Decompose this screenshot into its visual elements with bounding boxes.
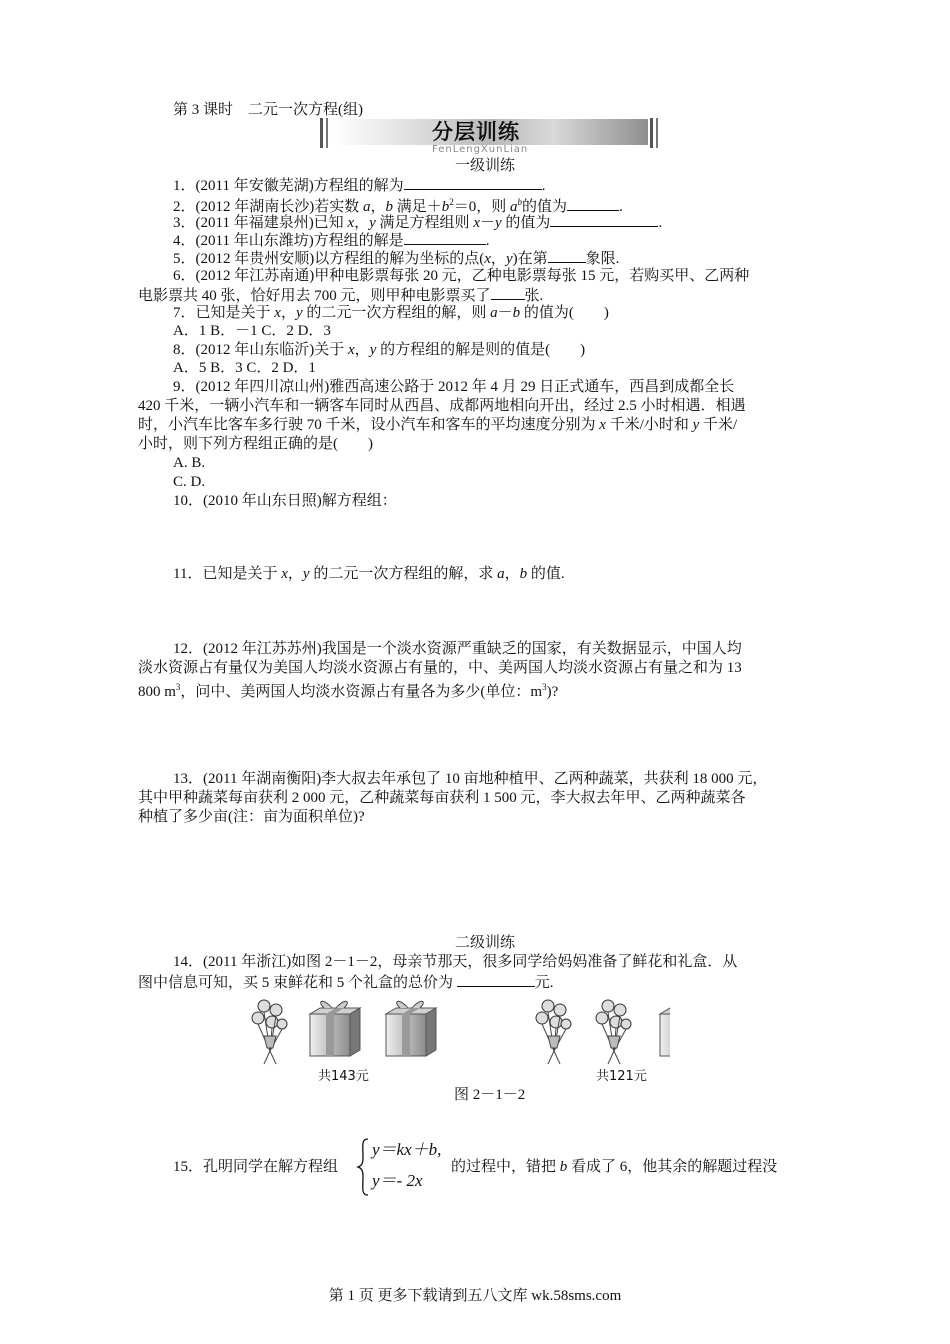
question-14-line-1: 14．(2011 年浙江)如图 2－1－2，母亲节那天，很多同学给妈妈准备了鲜花和礼盒．从 xyxy=(173,954,738,970)
gift-box-icon xyxy=(660,1001,670,1056)
question-7: 7．已知是关于 x，y 的二元一次方程组的解，则 a－b 的值为( ) xyxy=(173,305,609,321)
question-13-line-3: 种植了多少亩(注：亩为面积单位)? xyxy=(138,809,365,825)
question-13-line-1: 13．(2011 年湖南衡阳)李大叔去年承包了 10 亩地种植甲、乙两种蔬菜，共获利 18 000 元， xyxy=(173,771,768,787)
question-9-line-4: 小时，则下列方程组正确的是( ) xyxy=(138,436,373,452)
question-9-options-ab: A. B. xyxy=(173,455,206,471)
question-13-line-2: 其中甲种蔬菜每亩获利 2 000 元，乙种蔬菜每亩获利 1 500 元，李大叔去年甲、乙两种蔬菜各 xyxy=(138,790,746,806)
question-14-line-2: 图中信息可知，买 5 束鲜花和 5 个礼盒的总价为 元. xyxy=(138,972,554,992)
question-15-end: 的过程中，错把 b 看成了 6，他其余的解题过程没 xyxy=(451,1159,778,1175)
figure-left-caption: 共143元 xyxy=(318,1069,369,1084)
question-9-line-3: 时，小汽车比客车多行驶 70 千米，设小汽车和客车的平均速度分别为 x 千米/小时和 y 千米/ xyxy=(138,417,738,433)
lesson-title: 第 3 课时 二元一次方程(组) xyxy=(173,102,363,118)
question-10: 10．(2010 年山东日照)解方程组： xyxy=(173,493,397,509)
flower-bouquet-icon xyxy=(536,1000,571,1064)
figure-flowers-and-gifts xyxy=(240,992,670,1068)
gift-box-icon xyxy=(310,1001,360,1056)
question-12-line-2: 淡水资源占有量仅为美国人均淡水资源占有量的，中、美两国人均淡水资源占有量之和为 13 xyxy=(138,660,742,676)
equation-line-1: y＝kx＋b, xyxy=(372,1140,442,1159)
question-8-options: A．5 B．3 C．2 D．1 xyxy=(173,360,316,376)
flower-bouquet-icon xyxy=(252,1000,287,1064)
equation-line-2: y＝- 2x xyxy=(372,1171,423,1190)
banner-subtitle: FenLengXunLian xyxy=(432,144,529,155)
question-2: 2．(2012 年湖南长沙)若实数 a，b 满足$+b^2=0$，则 $a^b$的值为 . xyxy=(173,197,623,215)
question-9-line-2: 420 千米，一辆小汽车和一辆客车同时从西昌、成都两地相向开出，经过 2.5 小时相遇．相遇 xyxy=(138,398,746,414)
figure-right-caption: 共121元 xyxy=(596,1069,647,1084)
question-3: 3．(2011 年福建泉州)已知 x，y 满足方程组则 x－y 的值为 . xyxy=(173,212,662,232)
flower-bouquet-icon xyxy=(596,1000,631,1064)
question-12-line-1: 12．(2012 年江苏苏州)我国是一个淡水资源严重缺乏的国家，有关数据显示，中国人均 xyxy=(173,641,742,657)
section-heading-2: 二级训练 xyxy=(455,935,516,951)
question-12-line-3: 800 $m^3$，问中、美两国人均淡水资源占有量各为多少(单位：$m^3$)? xyxy=(138,682,559,700)
question-8: 8．(2012 年山东临沂)关于 x，y 的方程组的解是则的值是( ) xyxy=(173,342,586,358)
question-6-line-1: 6．(2012 年江苏南通)甲种电影票每张 20 元，乙种电影票每张 15 元，若购买甲、乙两种 xyxy=(173,268,750,284)
question-7-options: A．1 B．－1 C．2 D．3 xyxy=(173,323,331,339)
question-4: 4．(2011 年山东潍坊)方程组的解是 . xyxy=(173,230,489,250)
figure-title: 图 2－1－2 xyxy=(454,1087,526,1103)
question-6-line-2: 电影票共 40 张，恰好用去 700 元，则甲种电影票买了 张. xyxy=(138,285,543,305)
question-1: 1．(2011 年安徽芜湖)方程组的解为 . xyxy=(173,175,545,195)
gift-box-icon xyxy=(386,1001,436,1056)
question-15-start: 15．孔明同学在解方程组 xyxy=(173,1159,339,1175)
question-9-line-1: 9．(2012 年四川凉山州)雅西高速公路于 2012 年 4 月 29 日正式通车，西昌到成都全长 xyxy=(173,379,735,395)
page-footer: 第 1 页 更多下载请到五八文库 wk.58sms.com xyxy=(328,1288,622,1304)
banner-title: 分层训练 xyxy=(432,120,520,144)
question-5: 5．(2012 年贵州安顺)以方程组的解为坐标的点(x，y)在第 象限. xyxy=(173,248,619,268)
section-heading-1: 一级训练 xyxy=(455,158,516,174)
question-9-options-cd: C. D. xyxy=(173,474,206,490)
question-11: 11．已知是关于 x，y 的二元一次方程组的解，求 a，b 的值. xyxy=(173,566,565,582)
